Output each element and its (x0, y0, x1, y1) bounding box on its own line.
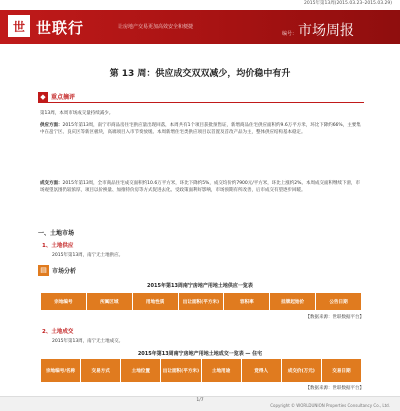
table1-col: 公告日期 (316, 293, 362, 311)
page-footer (0, 396, 400, 411)
supply-text: 2015年第13周，南宁市商品房住宅供应量出现回落，本周共有1个项目获批预售证，新增商品住宅供应面积约9.6万平方米，环比下降约66%，主要集中在邕宁区、良庆区等新区板块，高端项目入市节奏放缓。本周新增住宅类供应项目以首置及首改产品为主，整体供应结构基本稳定。 (40, 123, 361, 136)
deal-label: 成交方面： (40, 181, 63, 186)
document-title: 第 13 周：供应成交双双减少，均价稳中有升 (109, 69, 291, 79)
table1-source: 【数据来源：世联数据平台】 (305, 315, 364, 320)
page-header (0, 10, 400, 44)
summary-lead: 第13周，本周市场成交量持续减少。 (40, 111, 114, 116)
table2-col: 交易日期 (321, 359, 361, 383)
bookmark-icon: ◆ (38, 92, 48, 102)
report-type: 市场周报 (298, 23, 354, 39)
top-strip (0, 0, 400, 8)
land-supply-text: 2015年第13周，南宁无土地供应。 (52, 253, 124, 258)
company-name: 世联行 (36, 19, 85, 37)
land-supply-table (40, 292, 362, 311)
table1-col: 挂牌起始价 (270, 293, 316, 311)
company-logo: 世 (8, 15, 30, 37)
summary-heading: ◆ 重点摘评 (38, 91, 75, 102)
copyright: Copyright © WORLDUNION Properties Consultancy Co., Ltd. (270, 403, 390, 408)
table2-col: 交易方式 (81, 359, 121, 383)
table1-col: 宗地编号 (41, 293, 87, 311)
table1-header-row (41, 293, 362, 311)
table2-col: 竞得人 (241, 359, 281, 383)
deal-paragraph (40, 180, 362, 194)
supply-paragraph (40, 122, 362, 136)
report-period: 2015年第13周(2015.03.23–2015.03.29) (304, 1, 392, 6)
table1-col: 出让面积(平方米) (178, 293, 224, 311)
table2-col: 宗地编号/名称 (41, 359, 81, 383)
table2-header-row (41, 359, 362, 383)
section-rule (38, 102, 364, 103)
table2-col: 土地位置 (121, 359, 161, 383)
table1-col: 所属区域 (86, 293, 132, 311)
company-slogan: 让房地产交易更加高效安全和便捷 (118, 24, 194, 30)
deal-text: 2015年第13周，全市商品住宅成交面积约10.6万平方米，环比下降约5%，成交均价约7900元/平方米，环比上涨约2%。本周成交面积继续下滑，市场观望氛围仍较浓厚，项目以价换量、加推特价房等方式促进去化。受政策面利好影响，市场预期有所改善，后市成交有望逐步回暖。 (40, 181, 360, 194)
land-supply-heading: 1、土地供应 (42, 243, 74, 249)
table1-caption: 2015年第13周南宁房地产用地土地供应一览表 (147, 283, 253, 289)
table2-col: 土地用途 (201, 359, 241, 383)
supply-label: 供应方面： (40, 123, 63, 128)
table1-col: 用地性质 (132, 293, 178, 311)
table2-col: 成交价(万元) (281, 359, 321, 383)
land-deal-text: 2015年第13周，南宁无土地成交。 (52, 339, 124, 344)
land-deal-table (40, 358, 362, 383)
table2-caption: 2015年第13周南宁房地产用地土地成交一览表 — 住宅 (137, 351, 263, 357)
page-number: 1/7 (196, 398, 204, 403)
chart-icon: ▤ (38, 265, 49, 276)
issue-label: 编号： (282, 31, 298, 37)
table2-source: 【数据来源：世联数据平台】 (305, 386, 364, 391)
land-deal-heading: 2、土地成交 (42, 329, 74, 335)
land-market-heading: 一、土地市场 (38, 230, 75, 237)
table1-col: 容积率 (224, 293, 270, 311)
table2-col: 出让面积(平方米) (161, 359, 201, 383)
market-analysis-tag: ▤ 市场分析 (38, 264, 76, 276)
